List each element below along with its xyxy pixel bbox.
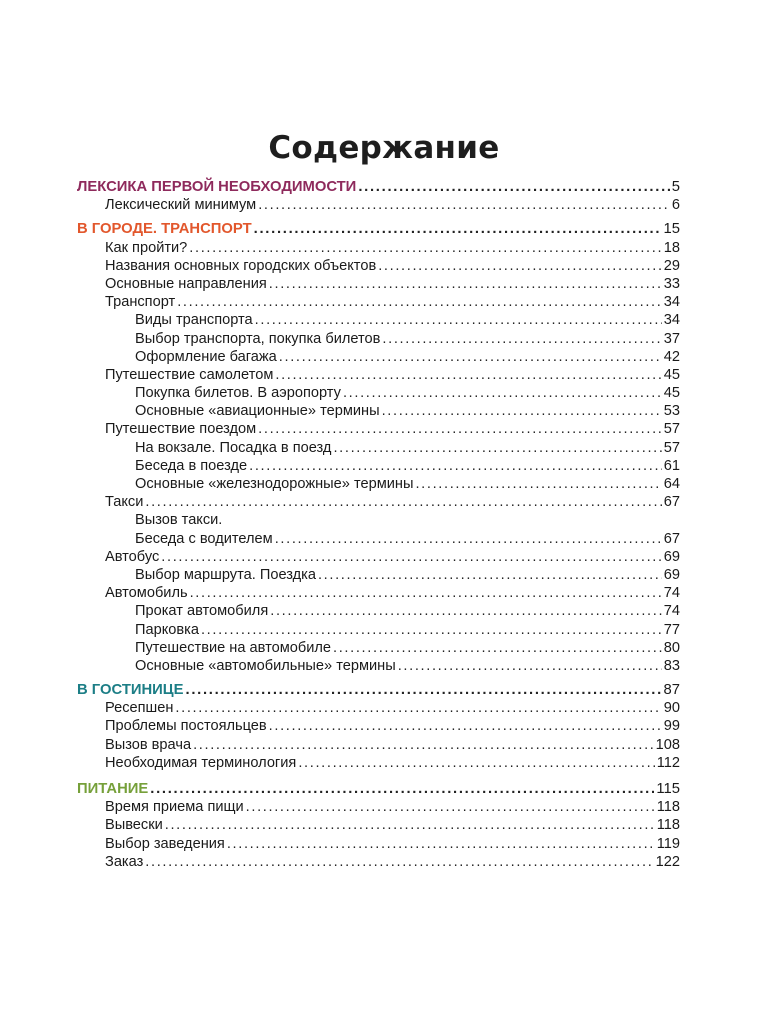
toc-entry[interactable] (77, 530, 680, 548)
toc-entry[interactable] (77, 602, 680, 620)
toc-page-number: 115 (656, 781, 680, 797)
toc-leader-dots (396, 657, 662, 675)
toc-entry[interactable] (77, 754, 680, 772)
toc-entry[interactable] (77, 853, 680, 871)
toc-page-number: 74 (663, 585, 680, 602)
toc-leader-dots (316, 566, 662, 584)
toc-entry-label: Время приема пищи (105, 799, 244, 816)
toc-leader-dots (356, 178, 669, 196)
toc-page-number: 90 (663, 700, 680, 717)
toc-entry-label: Ресепшен (105, 700, 174, 717)
toc-entry-label: Заказ (105, 853, 144, 870)
toc-entry[interactable] (77, 493, 680, 511)
toc-entry-label: Оформление багажа (135, 348, 277, 365)
toc-entry-label: Путешествие на автомобиле (135, 639, 332, 656)
toc-leader-dots (199, 621, 662, 639)
toc-page-number: 37 (663, 330, 680, 347)
toc-entry[interactable] (77, 584, 680, 602)
toc-page-number: 29 (663, 257, 680, 274)
toc-entry-label: Вызов такси. (135, 512, 223, 529)
toc-page-number: 45 (663, 385, 680, 402)
toc-entry-label: Беседа в поезде (135, 457, 248, 474)
toc-entry-label: Основные «авиационные» термины (135, 403, 380, 420)
toc-entry[interactable] (77, 257, 680, 275)
toc-page-number: 118 (656, 817, 680, 834)
toc-entry[interactable] (77, 657, 680, 675)
toc-page-number: 57 (663, 421, 680, 438)
toc-leader-dots (163, 816, 655, 834)
toc-entry-label: Прокат автомобиля (135, 603, 269, 620)
toc-entry[interactable] (77, 196, 680, 214)
toc-entry[interactable] (77, 457, 680, 475)
toc-page-number: 57 (663, 439, 680, 456)
toc-page-number: 61 (663, 457, 680, 474)
toc-entry-label: Такси (105, 494, 144, 511)
toc-entry-label: В ГОРОДЕ. ТРАНСПОРТ (77, 221, 252, 238)
toc-entry[interactable] (77, 239, 680, 257)
toc-entry[interactable] (77, 275, 680, 293)
toc-entry[interactable] (77, 621, 680, 639)
toc-page-number: 87 (663, 682, 680, 699)
toc-page-number: 53 (663, 403, 680, 420)
toc-section-lexicon[interactable] (77, 178, 680, 196)
toc-entry-label: Лексический минимум (105, 197, 257, 214)
toc-page-number: 64 (663, 476, 680, 492)
toc-page-number: 112 (656, 754, 680, 771)
toc-entry-label: Виды транспорта (135, 312, 253, 329)
table-of-contents (77, 178, 680, 871)
toc-leader-dots (173, 699, 661, 717)
toc-leader-dots (341, 384, 662, 402)
toc-entry-label: Названия основных городских объектов (105, 257, 377, 274)
toc-entry[interactable] (77, 798, 680, 816)
toc-entry-label: Проблемы постояльцев (105, 718, 267, 735)
toc-leader-dots (380, 330, 661, 348)
toc-entry[interactable] (77, 835, 680, 853)
toc-section-food[interactable] (77, 780, 680, 798)
toc-entry-label: Автобус (105, 548, 160, 565)
toc-leader-dots (380, 402, 662, 420)
toc-leader-dots (268, 602, 662, 620)
toc-leader-dots (256, 420, 662, 438)
toc-entry[interactable] (77, 717, 680, 735)
toc-entry[interactable] (77, 293, 680, 311)
toc-entry-label: ПИТАНИЕ (77, 781, 149, 797)
toc-leader-dots (296, 754, 654, 772)
toc-entry-label: ЛЕКСИКА ПЕРВОЙ НЕОБХОДИМОСТИ (77, 179, 357, 195)
toc-page-number: 108 (655, 736, 680, 753)
toc-leader-dots (267, 275, 662, 293)
toc-entry-label: Вывески (105, 817, 163, 834)
toc-entry-label: Транспорт (105, 294, 176, 311)
toc-entry[interactable] (77, 420, 680, 438)
toc-leader-dots (376, 257, 662, 275)
toc-leader-dots (256, 196, 670, 214)
toc-leader-dots (191, 736, 654, 754)
toc-page-number: 67 (663, 494, 680, 511)
toc-entry[interactable] (77, 348, 680, 366)
toc-leader-dots (253, 311, 662, 329)
toc-page-number: 42 (663, 348, 680, 365)
toc-entry-label: Основные «автомобильные» термины (135, 657, 396, 674)
toc-entry-label: Выбор транспорта, покупка билетов (135, 330, 381, 347)
toc-page-number: 45 (663, 366, 680, 383)
toc-page-number: 119 (656, 835, 680, 852)
toc-leader-dots (331, 639, 662, 657)
toc-entry-label: В ГОСТИНИЦЕ (77, 682, 184, 699)
page-title: Содержание (268, 130, 500, 166)
toc-leader-dots (413, 475, 661, 493)
toc-page-number: 77 (663, 621, 680, 638)
toc-page-number: 33 (663, 275, 680, 292)
toc-leader-dots (273, 530, 662, 548)
toc-entry[interactable] (77, 699, 680, 717)
toc-page-number: 6 (671, 197, 680, 214)
toc-page-number: 118 (656, 799, 680, 816)
toc-entry-label: Необходимая терминология (105, 754, 297, 771)
toc-entry-label: Выбор маршрута. Поездка (135, 566, 316, 583)
toc-entry[interactable] (77, 475, 680, 493)
toc-leader-dots (143, 493, 661, 511)
toc-entry[interactable] (77, 511, 680, 529)
toc-leader-dots (188, 584, 662, 602)
toc-page-number: 69 (663, 548, 680, 565)
toc-entry-label: Основные «железнодорожные» термины (135, 476, 414, 492)
toc-leader-dots (252, 220, 662, 238)
toc-page-number: 18 (663, 239, 680, 256)
toc-entry-label: Как пройти? (105, 239, 188, 256)
toc-entry-label: Парковка (135, 621, 199, 638)
toc-leader-dots (184, 681, 662, 699)
toc-entry[interactable] (77, 311, 680, 329)
toc-leader-dots (187, 239, 661, 257)
toc-entry[interactable] (77, 566, 680, 584)
toc-leader-dots (331, 439, 661, 457)
toc-page-number: 80 (663, 639, 680, 656)
toc-entry[interactable] (77, 366, 680, 384)
toc-entry-label: Путешествие самолетом (105, 366, 274, 383)
toc-entry-label: Основные направления (105, 275, 267, 292)
toc-section-city-transport[interactable] (77, 220, 680, 238)
toc-leader-dots (267, 717, 662, 735)
toc-entry-label: Автомобиль (105, 585, 188, 602)
toc-page-number: 67 (663, 530, 680, 547)
toc-section-hotel[interactable] (77, 681, 680, 699)
toc-page-number: 34 (663, 312, 680, 329)
toc-page-number: 5 (671, 179, 680, 195)
toc-entry-label: Беседа с водителем (135, 530, 273, 547)
toc-page-number: 122 (655, 853, 680, 870)
toc-entry-label: Покупка билетов. В аэропорту (135, 385, 341, 402)
toc-leader-dots (247, 457, 662, 475)
toc-entry[interactable] (77, 816, 680, 834)
toc-leader-dots (273, 366, 661, 384)
toc-entry[interactable] (77, 384, 680, 402)
toc-page-number: 34 (663, 294, 680, 311)
toc-entry[interactable] (77, 439, 680, 457)
toc-page-number: 83 (663, 657, 680, 674)
toc-leader-dots (175, 293, 662, 311)
toc-leader-dots (225, 835, 655, 853)
toc-entry-label: Вызов врача (105, 736, 192, 753)
toc-leader-dots (277, 348, 662, 366)
toc-leader-dots (148, 780, 654, 798)
toc-entry[interactable] (77, 548, 680, 566)
toc-page-number: 74 (663, 603, 680, 620)
toc-page-number: 99 (663, 718, 680, 735)
toc-leader-dots (244, 798, 655, 816)
toc-leader-dots (159, 548, 661, 566)
toc-entry[interactable] (77, 639, 680, 657)
toc-leader-dots (143, 853, 653, 871)
toc-entry-label: Путешествие поездом (105, 421, 257, 438)
toc-entry[interactable] (77, 736, 680, 754)
toc-page-number: 69 (663, 566, 680, 583)
toc-entry[interactable] (77, 330, 680, 348)
toc-page-number: 15 (663, 221, 680, 238)
toc-entry[interactable] (77, 402, 680, 420)
toc-entry-label: На вокзале. Посадка в поезд (135, 439, 332, 456)
toc-entry-label: Выбор заведения (105, 835, 225, 852)
